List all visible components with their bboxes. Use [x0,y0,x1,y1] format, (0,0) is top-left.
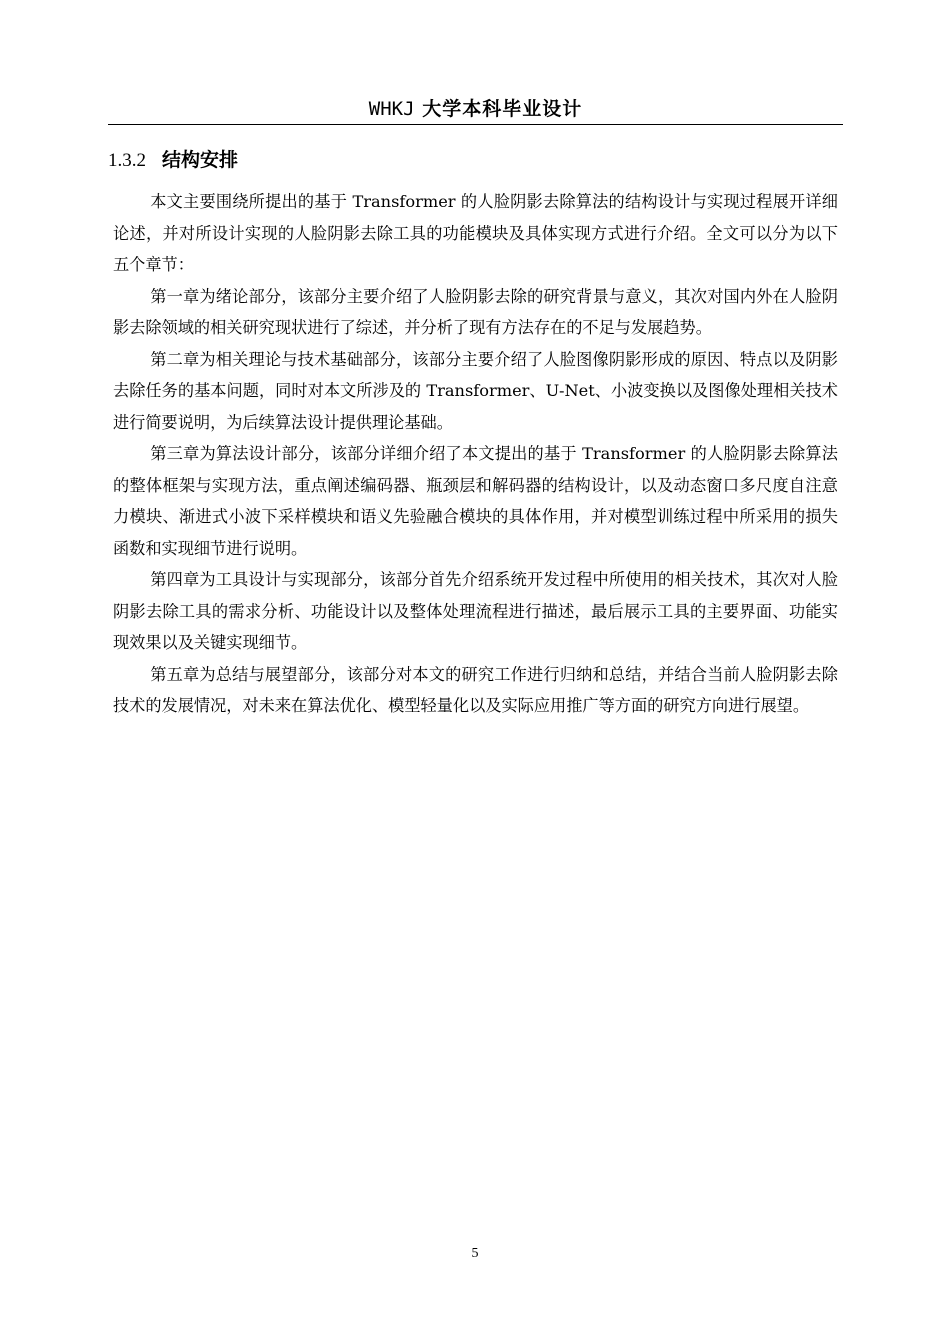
paragraph-chapter-5: 第五章为总结与展望部分，该部分对本文的研究工作进行归纳和总结，并结合当前人脸阴影去除技术的发展情况，对未来在算法优化、模型轻量化以及实际应用推广等方面的研究方向进行展望。 [113,664,838,715]
header-title [108,98,843,120]
page-number: 5 [471,1246,479,1261]
paragraph-chapter-3: 第三章为算法设计部分，该部分详细介绍了本文提出的基于 Transformer 的人脸阴影去除算法的整体框架与实现方法，重点阐述编码器、瓶颈层和解码器的结构设计，以及动态窗口多尺度自注意力模块、渐进式小波下采样模块和语义先验融合模块的具体作用，并对模型训练过程中所采用的损失函数和实现细节进行说明。 [113,444,838,558]
section-title: 结构安排 [162,149,239,171]
paragraph-intro: 本文主要围绕所提出的基于 Transformer 的人脸阴影去除算法的结构设计与实现过程展开详细论述，并对所设计实现的人脸阴影去除工具的功能模块及具体实现方式进行介绍。全文可以分为以下五个章节： [113,192,838,274]
section-heading [108,148,238,173]
paragraph-chapter-4: 第四章为工具设计与实现部分，该部分首先介绍系统开发过程中所使用的相关技术，其次对人脸阴影去除工具的需求分析、功能设计以及整体处理流程进行描述，最后展示工具的主要界面、功能实现效果以及关键实现细节。 [113,570,838,652]
header-prefix: WHKJ [368,98,415,120]
header-title-text: 大学本科毕业设计 [422,98,583,120]
page-header [108,96,843,125]
paragraph-chapter-2: 第二章为相关理论与技术基础部分，该部分主要介绍了人脸图像阴影形成的原因、特点以及阴影去除任务的基本问题，同时对本文所涉及的 Transformer、U-Net、小波变换以及图像处理相关技术进行简要说明，为后续算法设计提供理论基础。 [113,349,838,432]
body-text [113,186,838,722]
paragraph-chapter-1: 第一章为绪论部分，该部分主要介绍了人脸阴影去除的研究背景与意义，其次对国内外在人脸阴影去除领域的相关研究现状进行了综述，并分析了现有方法存在的不足与发展趋势。 [113,286,838,337]
section-number: 1.3.2 [108,150,146,171]
